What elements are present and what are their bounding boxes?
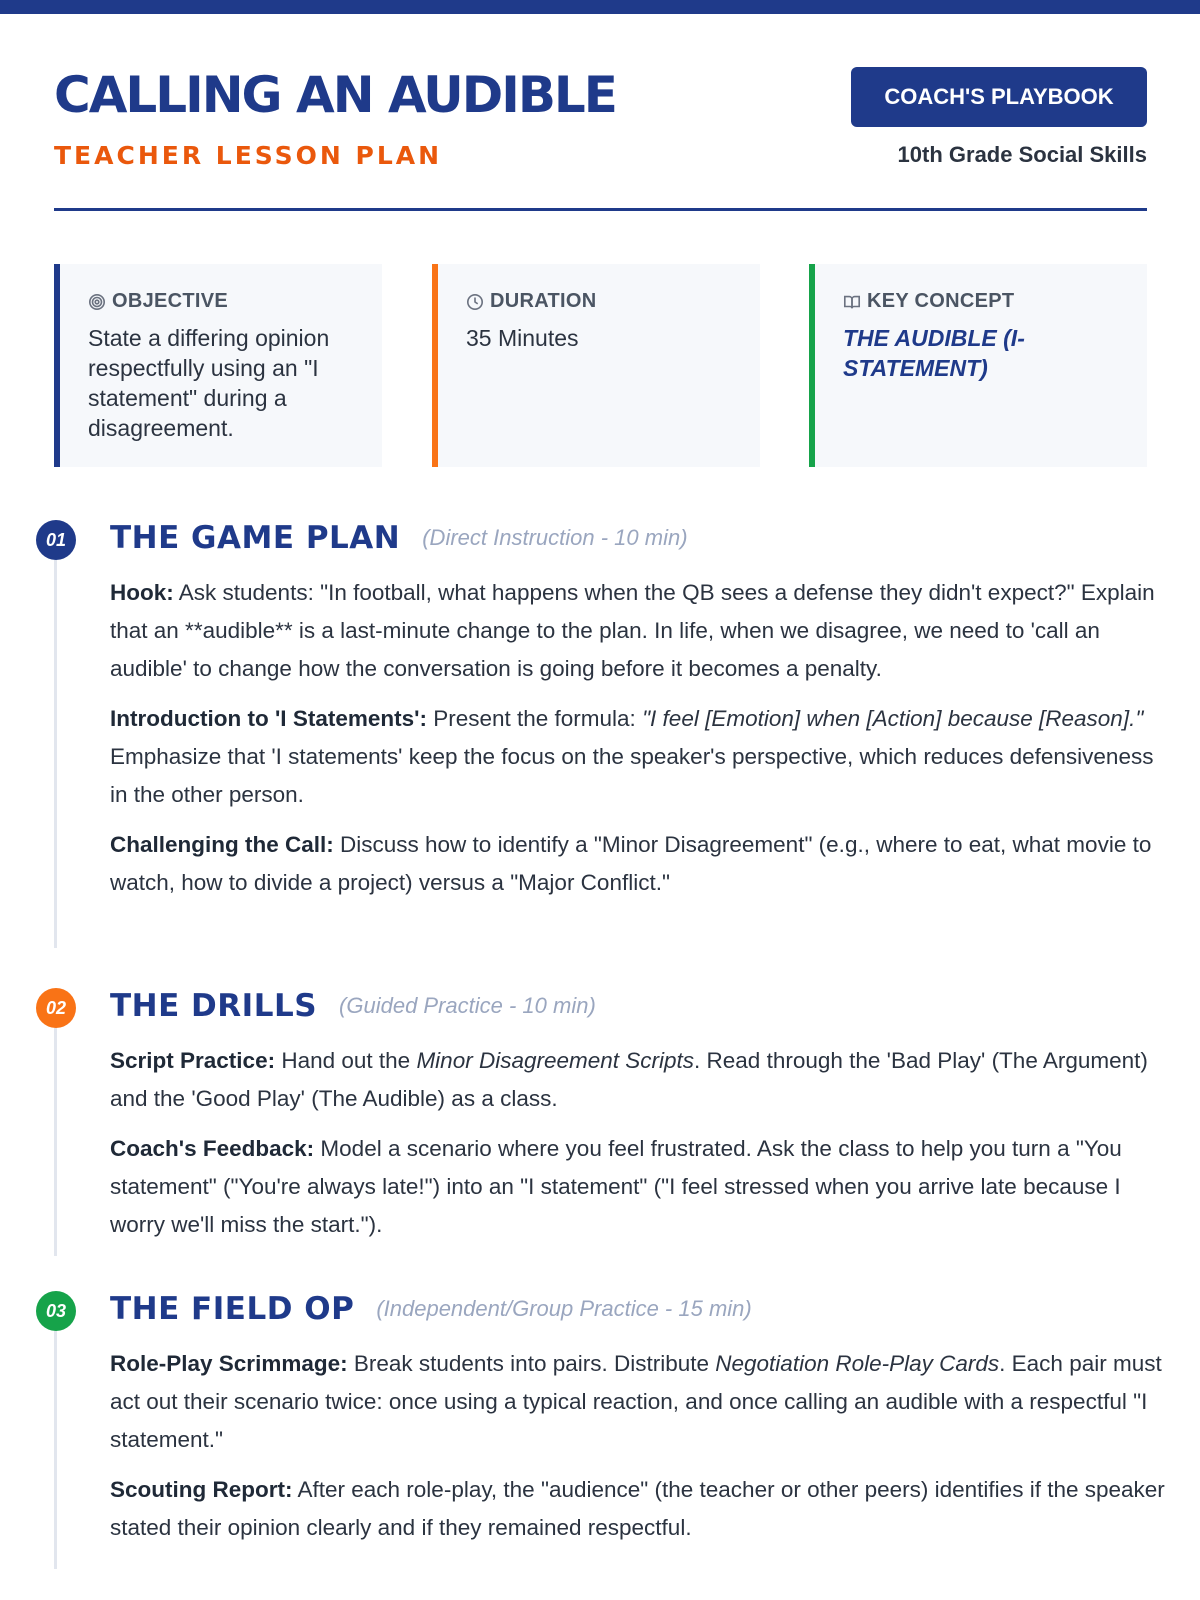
section-header bbox=[110, 1291, 752, 1327]
section-subtitle: (Direct Instruction - 10 min) bbox=[422, 525, 688, 550]
section-body bbox=[110, 1345, 1166, 1559]
key-concept-card bbox=[809, 264, 1147, 467]
paragraph-hook bbox=[110, 574, 1166, 688]
section-number: 03 bbox=[36, 1291, 76, 1331]
key-concept-text: THE AUDIBLE (I-STATEMENT) bbox=[843, 325, 1025, 381]
paragraph-text: After each role-play, the "audience" (the teacher or other peers) identifies if the speaker stated their opinion clearly and if they remained respectful. bbox=[110, 1477, 1165, 1540]
paragraph-label: Script Practice: bbox=[110, 1048, 276, 1073]
section-number: 02 bbox=[36, 988, 76, 1028]
section-title: THE FIELD OP bbox=[110, 1291, 355, 1327]
paragraph-text: Ask students: "In football, what happens when the QB sees a defense they didn't expect?" Explain that an **audible** is a last-minute change to the plan. In life, when we disagree, we need to 'call an audible' to change how the conversation is going before it becomes a penalty. bbox=[110, 580, 1155, 681]
key-concept-label-text: KEY CONCEPT bbox=[867, 290, 1015, 312]
paragraph-text: Hand out the bbox=[275, 1048, 417, 1073]
section-subtitle: (Independent/Group Practice - 15 min) bbox=[376, 1296, 752, 1321]
paragraph-text: . Read through the 'Bad Play' (The Argument) and the 'Good Play' (The Audible) as a class. bbox=[110, 1048, 1148, 1111]
section-title: THE DRILLS bbox=[110, 988, 318, 1024]
paragraph-text: Discuss how to identify a "Minor Disagreement" (e.g., where to eat, what movie to watch, how to divide a project) versus a "Major Conflict." bbox=[110, 832, 1152, 895]
paragraph-label: Scouting Report: bbox=[110, 1477, 293, 1502]
section-game-plan bbox=[36, 520, 1166, 950]
paragraph-coachs-feedback bbox=[110, 1130, 1166, 1244]
timeline-line bbox=[54, 1329, 57, 1569]
paragraph-text: Emphasize that 'I statements' keep the focus on the speaker's perspective, which reduces defensiveness in the other person. bbox=[110, 744, 1154, 807]
section-title: THE GAME PLAN bbox=[110, 520, 401, 556]
paragraph-challenging bbox=[110, 826, 1166, 902]
objective-text: State a differing opinion respectfully using an "I statement" during a disagreement. bbox=[88, 325, 330, 441]
section-header bbox=[110, 520, 688, 556]
section-number: 01 bbox=[36, 520, 76, 560]
grade-label: 10th Grade Social Skills bbox=[897, 142, 1147, 167]
book-icon bbox=[843, 293, 861, 311]
paragraph-label: Coach's Feedback: bbox=[110, 1136, 315, 1161]
paragraph-label: Introduction to 'I Statements': bbox=[110, 706, 427, 731]
duration-text: 35 Minutes bbox=[466, 325, 579, 351]
target-icon bbox=[88, 293, 106, 311]
section-field-op bbox=[36, 1291, 1166, 1561]
duration-label-text: DURATION bbox=[490, 290, 597, 312]
paragraph-text: Present the formula: bbox=[426, 706, 643, 731]
paragraph-text: Break students into pairs. Distribute bbox=[347, 1351, 716, 1376]
emphasis-text: Minor Disagreement Scripts bbox=[416, 1048, 695, 1073]
paragraph-role-play bbox=[110, 1345, 1166, 1459]
duration-card bbox=[432, 264, 760, 467]
section-body bbox=[110, 1042, 1166, 1256]
clock-icon bbox=[466, 293, 484, 311]
paragraph-text: Model a scenario where you feel frustrated. Ask the class to help you turn a "You statement" ("You're always late!") into an "I statement" ("I feel stressed when you arrive late because I worry we'll miss the start."). bbox=[110, 1136, 1122, 1237]
timeline-line bbox=[54, 1026, 57, 1256]
emphasis-text: Negotiation Role-Play Cards bbox=[715, 1351, 1000, 1376]
paragraph-label: Role-Play Scrimmage: bbox=[110, 1351, 348, 1376]
timeline-line bbox=[54, 558, 57, 948]
paragraph-introduction bbox=[110, 700, 1166, 814]
page-subtitle: TEACHER LESSON PLAN bbox=[54, 141, 443, 170]
page-title: CALLING AN AUDIBLE bbox=[54, 66, 616, 124]
objective-card bbox=[54, 264, 382, 467]
paragraph-label: Hook: bbox=[110, 580, 174, 605]
duration-label bbox=[466, 290, 738, 313]
top-accent-bar bbox=[0, 0, 1200, 14]
objective-label-text: OBJECTIVE bbox=[112, 290, 229, 312]
section-header bbox=[110, 988, 596, 1024]
formula-text: "I feel [Emotion] when [Action] because [Reason]." bbox=[642, 706, 1144, 731]
page-header bbox=[54, 66, 1147, 211]
section-drills bbox=[36, 988, 1166, 1258]
coachs-playbook-badge[interactable]: COACH'S PLAYBOOK bbox=[851, 67, 1147, 127]
key-concept-label bbox=[843, 290, 1125, 313]
paragraph-text: . Each pair must act out their scenario twice: once using a typical reaction, and once calling an audible with a respectful "I statement." bbox=[110, 1351, 1162, 1452]
paragraph-script-practice bbox=[110, 1042, 1166, 1118]
paragraph-scouting-report bbox=[110, 1471, 1166, 1547]
objective-label bbox=[88, 290, 360, 313]
section-body bbox=[110, 574, 1166, 914]
section-subtitle: (Guided Practice - 10 min) bbox=[339, 993, 596, 1018]
paragraph-label: Challenging the Call: bbox=[110, 832, 334, 857]
